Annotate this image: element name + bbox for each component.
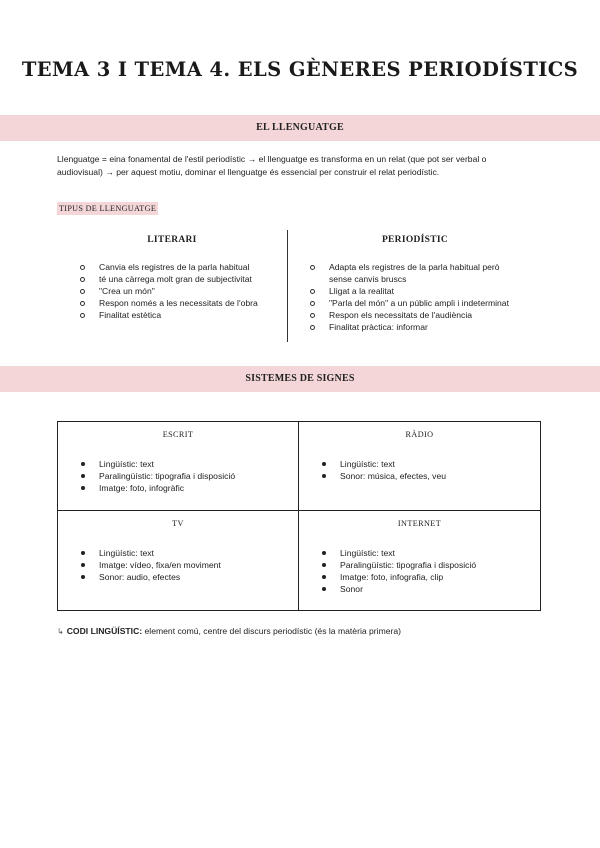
section-heading-llenguatge: EL LLENGUATGE xyxy=(0,115,600,141)
list-item: Imatge: vídeo, fixa/en moviment xyxy=(80,559,221,571)
periodistic-heading: PERIODÍSTIC xyxy=(381,235,449,245)
internet-list xyxy=(321,547,476,595)
tv-list xyxy=(80,547,221,583)
cell-heading: ESCRIT xyxy=(162,430,194,439)
list-item: Sonor: música, efectes, veu xyxy=(321,470,446,482)
footnote-key: CODI LINGÜÍSTIC: xyxy=(66,626,143,636)
escrit-list xyxy=(80,458,235,494)
radio-list xyxy=(321,458,446,482)
list-item-continuation: sense canvis bruscs xyxy=(329,274,407,284)
page-title: TEMA 3 I TEMA 4. ELS GÈNERES PERIODÍSTICS xyxy=(21,58,579,81)
list-item: Lingüístic: text xyxy=(321,547,476,559)
list-item: té una càrrega molt gran de subjectivitat xyxy=(79,273,258,285)
cell-radio xyxy=(299,422,540,511)
cell-heading: RÀDIO xyxy=(405,430,434,439)
list-item: Paralingüístic: tipografia i disposició xyxy=(80,470,235,482)
list-item: Sonor: audio, efectes xyxy=(80,571,221,583)
list-item: Respon els necessitats de l'audiència xyxy=(309,309,509,321)
footnote xyxy=(57,625,401,638)
list-item: Imatge: foto, infografia, clip xyxy=(321,571,476,583)
paragraph-line: Llenguatge = eina fonamental de l'estil periodístic → el llenguatge es transforma en un relat (que pot ser verbal o xyxy=(57,154,487,164)
list-item: Lingüístic: text xyxy=(80,547,221,559)
list-item: "Crea un món" xyxy=(79,285,258,297)
cell-internet xyxy=(299,511,540,610)
cell-tv xyxy=(58,511,299,610)
cell-heading: INTERNET xyxy=(397,519,442,528)
list-item: "Parla del món" a un públic ampli i indeterminat xyxy=(309,297,509,309)
list-item: Respon només a les necessitats de l'obra xyxy=(79,297,258,309)
list-item: Finalitat pràctica: informar xyxy=(309,321,509,333)
list-item: Finalitat estètica xyxy=(79,309,258,321)
cell-escrit xyxy=(58,422,299,511)
section-heading-sistemes: SISTEMES DE SIGNES xyxy=(0,366,600,392)
list-item: Canvia els registres de la parla habitual xyxy=(79,261,258,273)
subheading-tipus: TIPUS DE LLENGUATGE xyxy=(59,204,157,213)
return-arrow-icon: ↳ xyxy=(57,627,64,636)
list-item: Paralingüístic: tipografia i disposició xyxy=(321,559,476,571)
list-item: Adapta els registres de la parla habitual però xyxy=(309,261,509,273)
footnote-text: element comú, centre del discurs periodístic (és la matèria primera) xyxy=(142,626,402,636)
paragraph-line: audiovisual) → per aquest motiu, dominar el llenguatge és essencial per construir el relat periodístic. xyxy=(57,167,440,177)
llenguatge-paragraph xyxy=(57,153,547,179)
column-divider xyxy=(287,230,288,342)
cell-heading: TV xyxy=(172,519,184,528)
list-item: Lingüístic: text xyxy=(80,458,235,470)
list-item: Sonor xyxy=(321,583,476,595)
literari-list xyxy=(79,261,258,321)
list-item: Imatge: foto, infogràfic xyxy=(80,482,235,494)
periodistic-list xyxy=(309,261,509,333)
signs-table xyxy=(57,421,541,611)
list-item: Lligat a la realitat xyxy=(309,285,509,297)
literari-heading: LITERARI xyxy=(147,235,197,245)
list-item: Lingüístic: text xyxy=(321,458,446,470)
